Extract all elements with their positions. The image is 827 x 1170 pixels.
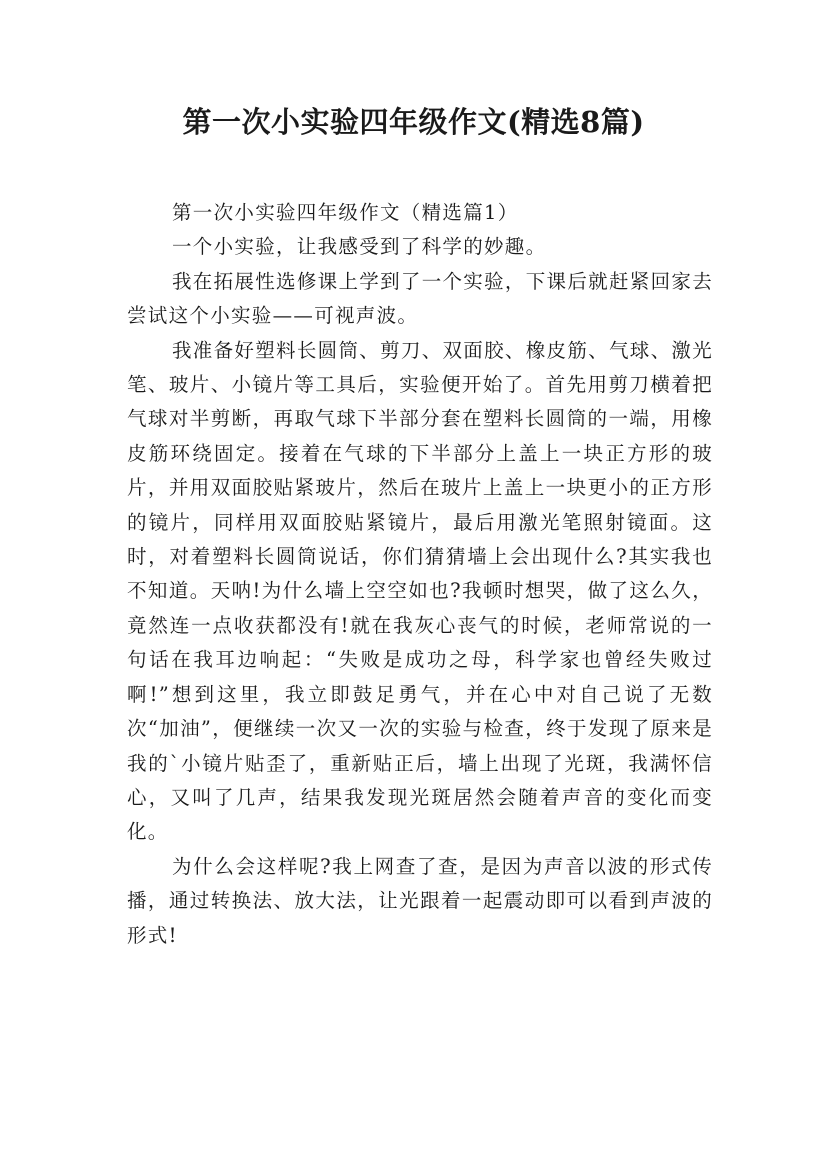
paragraph-4: 为什么会这样呢?我上网查了查，是因为声音以波的形式传播，通过转换法、放大法，让光跟着一起震动即可以看到声波的形式!: [127, 854, 713, 947]
paragraph-intro: 一个小实验，让我感受到了科学的妙趣。: [172, 235, 547, 259]
paragraph-3: 我准备好塑料长圆筒、剪刀、双面胶、橡皮筋、气球、激光笔、玻片、小镜片等工具后，实验便开始了。首先用剪刀横着把气球对半剪断，再取气球下半部分套在塑料长圆筒的一端，用橡皮筋环绕固定。接着在气球的下半部分上盖上一块正方形的玻片，并用双面胶贴紧玻片，然后在玻片上盖上一块更小的正方形的镜片，同样用双面胶贴紧镜片，最后用激光笔照射镜面。这时，对着塑料长圆筒说话，你们猜猜墙上会出现什么?其实我也不知道。天呐!为什么墙上空空如也?我顿时想哭，做了这么久，竟然连一点收获都没有!就在我灰心丧气的时候，老师常说的一句话在我耳边响起：“失败是成功之母，科学家也曾经失败过啊!”想到这里，我立即鼓足勇气，并在心中对自己说了无数次“加油”，便继续一次又一次的实验与检查，终于发现了原来是我的`小镜片贴歪了，重新贴正后，墙上出现了光斑，我满怀信心，又叫了几声，结果我发现光斑居然会随着声音的变化而变化。: [127, 338, 713, 844]
section-heading: 第一次小实验四年级作文（精选篇1）: [172, 201, 519, 224]
document-title: 第一次小实验四年级作文(精选8篇): [182, 105, 645, 139]
document-body: [127, 196, 713, 953]
paragraph-2: 我在拓展性选修课上学到了一个实验，下课后就赶紧回家去尝试这个小实验——可视声波。: [127, 269, 713, 328]
